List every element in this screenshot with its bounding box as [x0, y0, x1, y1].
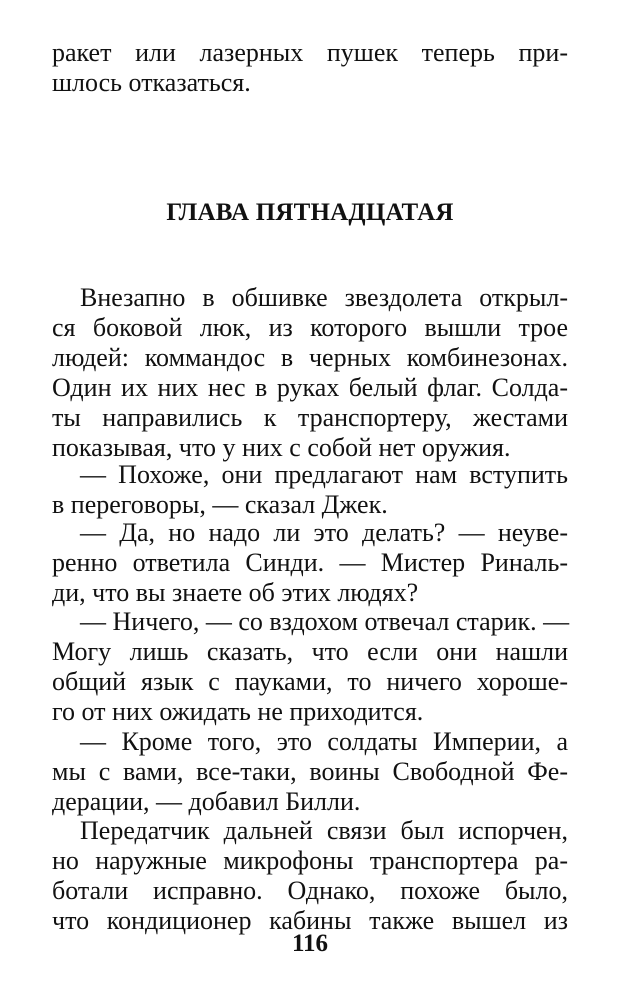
- paragraph-line: ботали исправно. Однако, похоже было,: [52, 876, 568, 905]
- paragraph-line: в переговоры, — сказал Джек.: [52, 490, 388, 519]
- paragraph-line: — Похоже, они предлагают нам вступить: [80, 460, 568, 489]
- paragraph-line: общий язык с пауками, то ничего хороше-: [52, 667, 568, 696]
- paragraph-line: Могу лишь сказать, что если они нашли: [52, 637, 568, 666]
- paragraph-line: но наружные микрофоны транспортера ра-: [52, 846, 568, 875]
- page-number: 116: [291, 930, 329, 957]
- paragraph-line: ди, что вы знаете об этих людях?: [52, 578, 419, 607]
- paragraph-line: людей: коммандос в черных комбинезонах.: [52, 343, 568, 372]
- paragraph-line: Один их них нес в руках белый флаг. Солда-: [52, 373, 568, 402]
- paragraph-line: — Ничего, — со вздохом отвечал старик. —: [80, 607, 570, 636]
- paragraph-line: — Да, но надо ли это делать? — неуве-: [80, 518, 568, 547]
- paragraph-line: ренно ответила Синди. — Мистер Риналь-: [52, 548, 568, 577]
- paragraph-line: ты направились к транспортеру, жестами: [52, 403, 568, 432]
- text-line: шлось отказаться.: [52, 68, 251, 97]
- paragraph-line: го от них ожидать не приходится.: [52, 697, 424, 726]
- paragraph-line: Передатчик дальней связи был испорчен,: [80, 816, 568, 845]
- paragraph-line: мы с вами, все-таки, воины Свободной Фе-: [52, 757, 568, 786]
- paragraph-line: Внезапно в обшивке звездолета открыл-: [80, 283, 568, 312]
- paragraph-line: что кондиционер кабины также вышел из: [52, 906, 568, 935]
- paragraph-line: ся боковой люк, из которого вышли трое: [52, 313, 568, 342]
- paragraph-line: — Кроме того, это солдаты Империи, а: [80, 727, 568, 756]
- chapter-title: ГЛАВА ПЯТНАДЦАТАЯ: [166, 199, 454, 226]
- text-line: ракет или лазерных пушек теперь при-: [52, 38, 568, 67]
- paragraph-line: дерации, — добавил Билли.: [52, 787, 361, 816]
- paragraph-line: показывая, что у них с собой нет оружия.: [52, 433, 511, 462]
